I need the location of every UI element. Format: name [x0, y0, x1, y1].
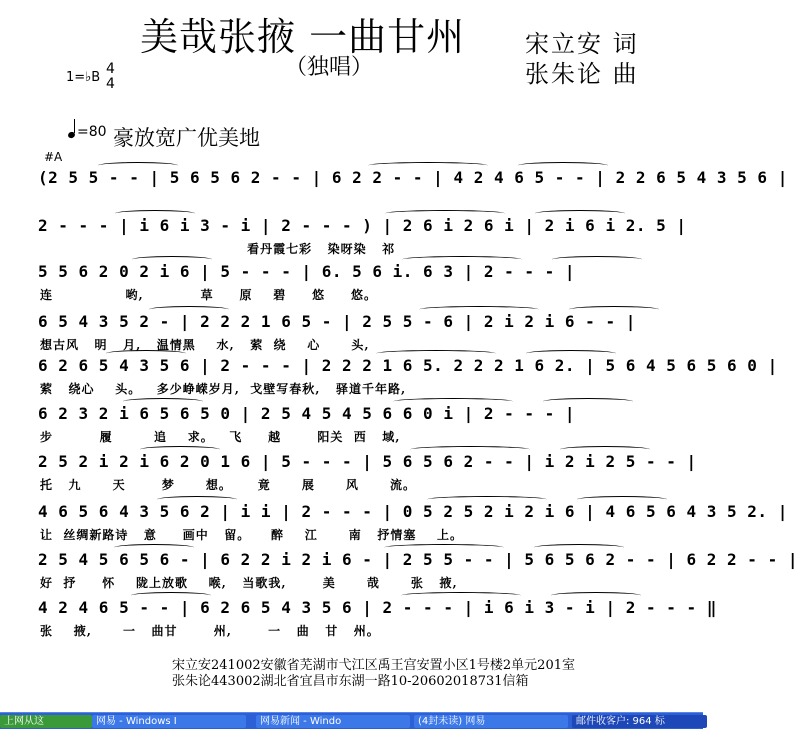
lyrics-row: 托 九 天 梦 想。 竟 展 风 流。 [40, 478, 416, 492]
slur-mark [419, 306, 539, 313]
song-title: 美哉张掖 一曲甘州 [140, 15, 466, 59]
slur-mark [385, 210, 505, 217]
key-signature: 1=♭B [66, 70, 101, 85]
modulation-key: #A [44, 150, 63, 164]
lyrics-row: 想古风 明 月, 温情黑 水, 萦 绕 心 头, [40, 338, 370, 352]
slur-mark [401, 592, 521, 599]
tempo-value: =80 [77, 124, 107, 140]
slur-mark [526, 350, 616, 357]
slur-mark [552, 256, 642, 263]
taskbar-window-4[interactable]: 邮件收客户: 964 标 [572, 715, 707, 728]
slur-mark [427, 496, 547, 503]
music-row: 2 5 2 i 2 i 6 2 0 1 6 | 5 - - - | 5 6 5 6 2 - - | i 2 i 2 5 - - | [38, 452, 697, 471]
slur-mark [123, 398, 203, 405]
music-row: 2 5 4 5 6 5 6 - | 6 2 2 i 2 i 6 - | 2 5 5 - - | 5 6 5 6 2 - - | 6 2 2 - - | [38, 550, 798, 569]
time-signature-bottom: 4 [106, 76, 115, 92]
music-row: 4 6 5 6 4 3 5 6 2 | i i | 2 - - - | 0 5 2 5 2 i 2 i 6 | 4 6 5 6 4 3 5 2. | [38, 502, 788, 521]
taskbar-window-2[interactable]: 网易新闻 - Windo [256, 715, 410, 728]
slur-mark [569, 306, 659, 313]
lyrics-row: 张 掖, 一 曲甘 州, 一 曲 甘 州。 [40, 624, 380, 638]
slur-mark [402, 256, 522, 263]
slur-mark [368, 162, 488, 169]
slur-mark [157, 496, 237, 503]
slur-mark [114, 544, 194, 551]
taskbar-window-1[interactable]: 网易 - Windows I [92, 715, 246, 728]
music-row: 5 5 6 2 0 2 i 6 | 5 - - - | 6. 5 6 i. 6 3 | 2 - - - | [38, 262, 576, 281]
song-subtitle: （独唱） [285, 55, 374, 80]
slur-mark [376, 350, 496, 357]
taskbar [0, 712, 703, 729]
footer-address-1: 宋立安241002安徽省芜湖市弋江区禹王宫安置小区1号楼2单元201室 [172, 658, 575, 673]
slur-mark [115, 210, 195, 217]
slur-mark [140, 446, 220, 453]
slur-mark [410, 446, 530, 453]
taskbar-window-3[interactable]: (4封未读) 网易 [414, 715, 568, 728]
lyrics-row: 步 履 追 求。 飞 越 阳关 西 域, [40, 430, 401, 444]
slur-mark [543, 398, 633, 405]
expression-mark: 豪放宽广优美地 [113, 126, 260, 150]
music-row: 6 5 4 3 5 2 - | 2 2 2 1 6 5 - | 2 5 5 - 6 | 2 i 2 i 6 - - | [38, 312, 636, 331]
slur-mark [393, 398, 513, 405]
lyrics-row: 萦 绕心 头。 多少峥嵘岁月, 戈壁写春秋, 驿道千年路, [40, 382, 407, 396]
lyricist-credit: 宋立安 词 [525, 30, 639, 58]
slur-mark [132, 256, 212, 263]
lyrics-row: 好 抒 怀 陇上放歌 喉, 当歌我, 美 哉 张 掖, [40, 576, 458, 590]
composer-credit: 张朱论 曲 [525, 60, 639, 88]
taskbar-start-button[interactable]: 上网从这 [0, 715, 92, 728]
slur-mark [518, 162, 608, 169]
music-row: 6 2 3 2 i 6 5 6 5 0 | 2 5 4 5 4 5 6 6 0 i | 2 - - - | [38, 404, 576, 423]
slur-mark [535, 210, 625, 217]
slur-mark [98, 162, 178, 169]
lyrics-row: 连 哟, 草 原 碧 悠 悠。 [40, 288, 377, 302]
slur-mark [149, 306, 229, 313]
slur-mark [551, 592, 641, 599]
music-row: (2 5 5 - - | 5 6 5 6 2 - - | 6 2 2 - - | 4 2 4 6 5 - - | 2 2 6 5 4 3 5 6 | [38, 168, 788, 187]
music-row: 6 2 6 5 4 3 5 6 | 2 - - - | 2 2 2 1 6 5. 2 2 2 1 6 2. | 5 6 4 5 6 5 6 0 | [38, 356, 778, 375]
tempo-mark [68, 122, 107, 140]
time-signature [106, 62, 115, 92]
music-row: 4 2 4 6 5 - - | 6 2 6 5 4 3 5 6 | 2 - - - | i 6 i 3 - i | 2 - - - ‖ [38, 598, 717, 617]
slur-mark [560, 446, 650, 453]
slur-mark [384, 544, 504, 551]
slur-mark [131, 592, 211, 599]
lyrics-row: 让 丝绸新路诗 意 画中 留。 醉 江 南 抒情塞 上。 [40, 528, 464, 542]
slur-mark [106, 350, 186, 357]
lyrics-row: 看丹霞七彩 染呀染 祁 [40, 242, 396, 256]
slur-mark [577, 496, 667, 503]
slur-mark [534, 544, 624, 551]
note-stem-icon [74, 119, 75, 133]
footer-address-2: 张朱论443002湖北省宜昌市东湖一路10-20602018731信箱 [172, 674, 529, 689]
music-row: 2 - - - | i 6 i 3 - i | 2 - - - ) | 2 6 i 2 6 i | 2 i 6 i 2. 5 | [38, 216, 687, 235]
time-signature-top: 4 [106, 61, 115, 77]
